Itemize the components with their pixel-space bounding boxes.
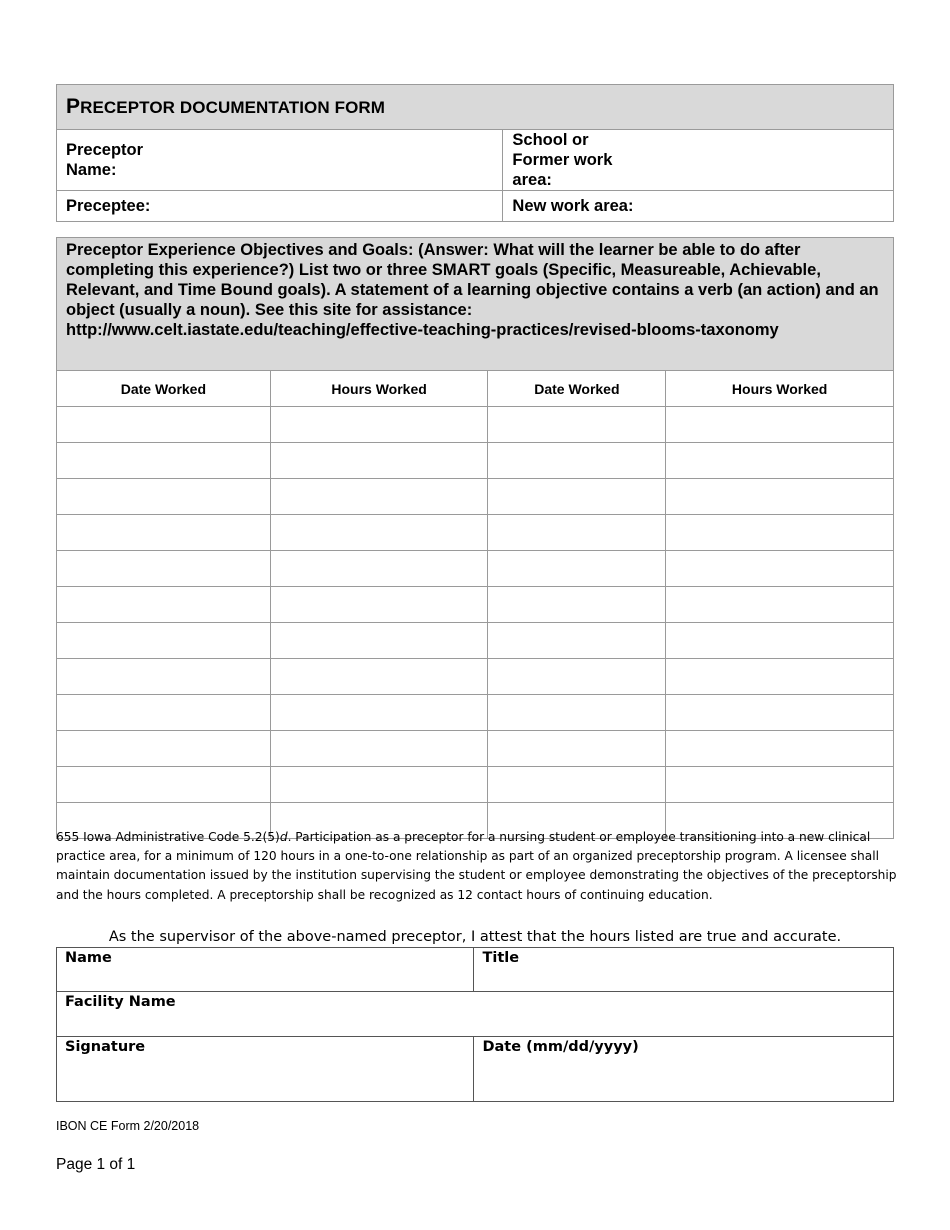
blooms-taxonomy-link[interactable]: http://www.celt.iastate.edu/teaching/effective-teaching-practices/revised-blooms-taxonomy [66, 321, 779, 339]
date-worked-cell[interactable] [488, 515, 666, 551]
date-worked-cell[interactable] [57, 659, 271, 695]
supervisor-name-label: Name [65, 950, 112, 966]
date-worked-cell[interactable] [488, 623, 666, 659]
date-worked-cell[interactable] [57, 767, 271, 803]
date-worked-cell[interactable] [57, 515, 271, 551]
school-field[interactable] [503, 130, 894, 191]
hours-worked-cell[interactable] [666, 695, 894, 731]
table-row [57, 407, 894, 443]
supervisor-name-field[interactable] [57, 948, 474, 992]
facility-name-field[interactable] [57, 992, 894, 1037]
supervisor-title-label: Title [482, 950, 520, 966]
date-worked-cell[interactable] [488, 407, 666, 443]
date-worked-cell[interactable] [57, 731, 271, 767]
signature-label: Signature [65, 1039, 146, 1055]
legal-notice [56, 828, 898, 905]
date-worked-cell[interactable] [488, 443, 666, 479]
column-header-hours-worked: Hours Worked [270, 371, 488, 407]
school-label: School or Former work area: [512, 131, 613, 189]
hours-worked-cell[interactable] [666, 407, 894, 443]
hours-worked-cell[interactable] [666, 659, 894, 695]
hours-log-table [56, 237, 894, 839]
table-row [57, 515, 894, 551]
column-header-hours-worked: Hours Worked [666, 371, 894, 407]
form-identifier: IBON CE Form 2/20/2018 [56, 1119, 200, 1133]
hours-worked-cell[interactable] [666, 551, 894, 587]
hours-worked-cell[interactable] [270, 623, 488, 659]
table-row [57, 695, 894, 731]
objectives-instructions: Preceptor Experience Objectives and Goals: (Answer: What will the learner be able to do after completing this experience?) List two or three SMART goals (Specific, Measureable, Achievable, Relevant, and Time Bound goals). A statement of a learning objective contains a verb (an action) and an object (usually a noun). See this site for assistance: [66, 241, 879, 319]
hours-worked-cell[interactable] [666, 623, 894, 659]
page-number: Page 1 of 1 [56, 1156, 136, 1173]
hours-worked-cell[interactable] [270, 731, 488, 767]
hours-worked-cell[interactable] [270, 551, 488, 587]
table-row [57, 443, 894, 479]
hours-worked-cell[interactable] [666, 443, 894, 479]
hours-worked-cell[interactable] [666, 767, 894, 803]
date-worked-cell[interactable] [57, 587, 271, 623]
hours-worked-cell[interactable] [270, 479, 488, 515]
hours-worked-cell[interactable] [666, 587, 894, 623]
form-title-rest: RECEPTOR DOCUMENTATION FORM [80, 97, 386, 117]
hours-worked-cell[interactable] [270, 407, 488, 443]
date-label: Date (mm/dd/yyyy) [482, 1039, 639, 1055]
legal-code-reference: 655 Iowa Administrative Code 5.2(5) [56, 830, 280, 844]
date-worked-cell[interactable] [488, 695, 666, 731]
table-row [57, 659, 894, 695]
objectives-goals-field[interactable] [57, 238, 894, 371]
supervisor-title-field[interactable] [474, 948, 894, 992]
form-title-initial: P [66, 94, 81, 118]
hours-worked-cell[interactable] [270, 587, 488, 623]
date-field[interactable] [474, 1037, 894, 1102]
hours-worked-cell[interactable] [270, 767, 488, 803]
table-row [57, 587, 894, 623]
date-worked-cell[interactable] [488, 659, 666, 695]
hours-worked-cell[interactable] [270, 515, 488, 551]
hours-worked-cell[interactable] [270, 659, 488, 695]
table-row [57, 767, 894, 803]
new-work-area-label: New work area: [512, 197, 634, 215]
new-work-area-field[interactable] [503, 191, 894, 222]
date-worked-cell[interactable] [488, 767, 666, 803]
hours-log-body [57, 407, 894, 839]
hours-worked-cell[interactable] [666, 479, 894, 515]
date-worked-cell[interactable] [488, 479, 666, 515]
hours-worked-cell[interactable] [666, 731, 894, 767]
preceptor-name-field[interactable] [57, 130, 503, 191]
column-header-date-worked: Date Worked [488, 371, 666, 407]
preceptee-label: Preceptee: [66, 197, 151, 215]
date-worked-cell[interactable] [57, 407, 271, 443]
preceptor-name-label: Preceptor Name: [66, 141, 144, 179]
hours-worked-cell[interactable] [270, 695, 488, 731]
preceptee-field[interactable] [57, 191, 503, 222]
date-worked-cell[interactable] [488, 587, 666, 623]
supervisor-attestation-table [56, 947, 894, 1102]
date-worked-cell[interactable] [57, 551, 271, 587]
hours-worked-cell[interactable] [270, 443, 488, 479]
preceptor-header-table [56, 84, 894, 222]
date-worked-cell[interactable] [57, 623, 271, 659]
date-worked-cell[interactable] [488, 731, 666, 767]
table-row [57, 731, 894, 767]
column-header-date-worked: Date Worked [57, 371, 271, 407]
date-worked-cell[interactable] [488, 551, 666, 587]
form-title [57, 85, 894, 130]
legal-text: . Participation as a preceptor for a nursing student or employee transitioning into a new clinical practice area, for a minimum of 120 hours in a one-to-one relationship as part of an organized preceptorship program. A licensee shall maintain documentation issued by the institution supervising the student or employee demonstrating the objectives of the preceptorship and the hours completed. A preceptorship shall be recognized as 12 contact hours of continuing education. [56, 830, 897, 902]
date-worked-cell[interactable] [57, 479, 271, 515]
legal-code-suffix: d [279, 830, 288, 844]
table-row [57, 551, 894, 587]
facility-name-label: Facility Name [65, 994, 176, 1010]
table-row [57, 623, 894, 659]
attestation-statement: As the supervisor of the above-named preceptor, I attest that the hours listed are true and accurate. [108, 929, 842, 945]
hours-worked-cell[interactable] [666, 515, 894, 551]
signature-field[interactable] [57, 1037, 474, 1102]
date-worked-cell[interactable] [57, 695, 271, 731]
table-row [57, 479, 894, 515]
date-worked-cell[interactable] [57, 443, 271, 479]
